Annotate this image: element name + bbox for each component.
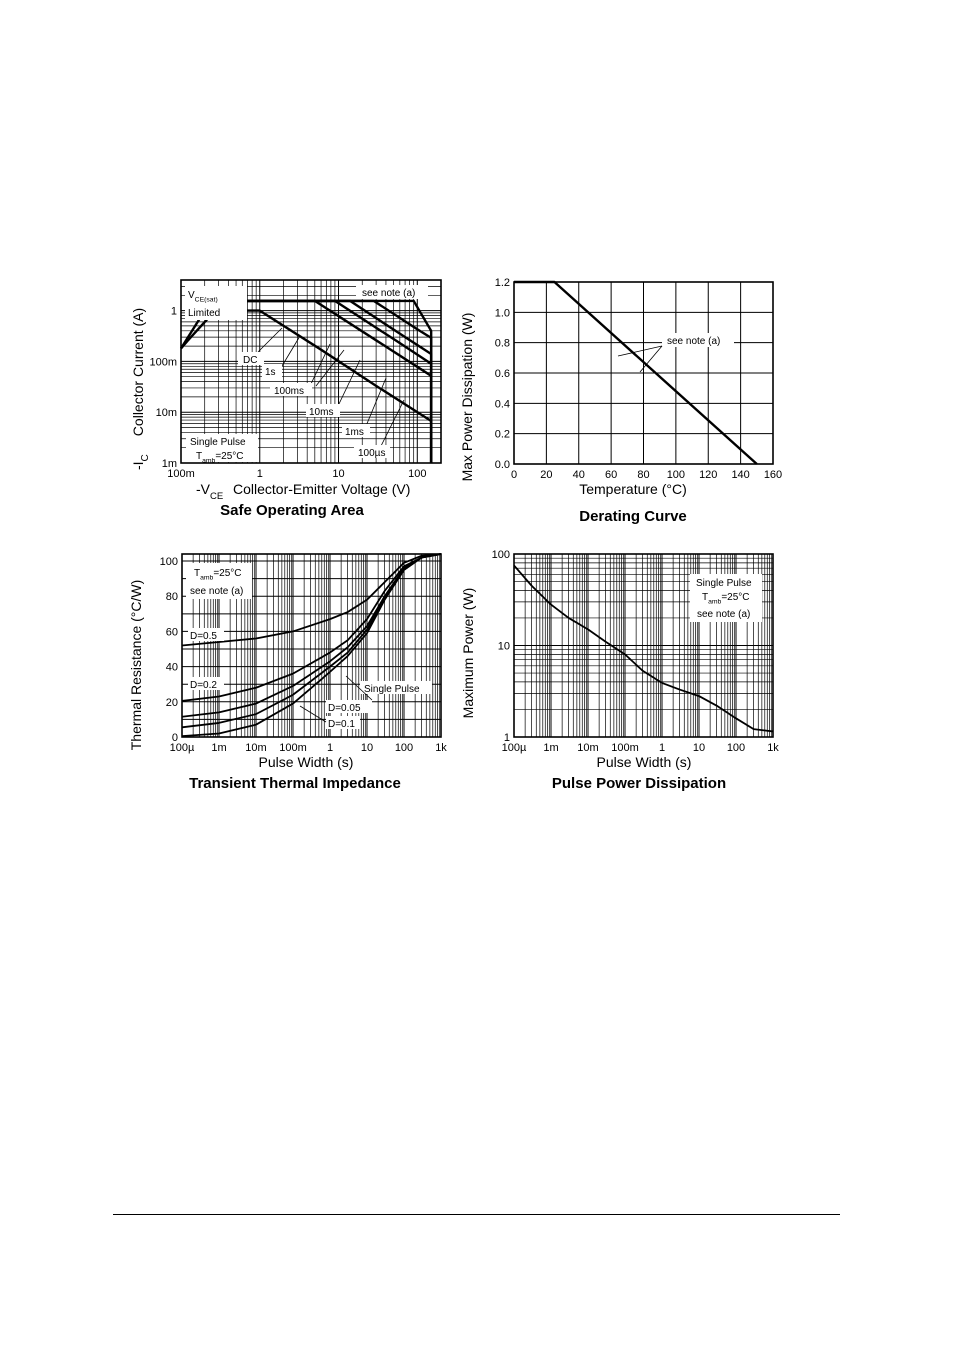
y-tick-label: 40 [165, 661, 178, 674]
x-tick-label: 10 [692, 742, 706, 754]
x-tick-label: 0 [510, 469, 518, 481]
x-tick-label: 100 [394, 742, 414, 754]
x-tick-label: 160 [763, 469, 783, 481]
label-d01: D=0.1 [328, 719, 355, 730]
y-tick-label: 10 [497, 640, 510, 653]
label-1s: 1s [265, 367, 276, 378]
x-tick-label: 1m [543, 742, 559, 754]
y-tick-label: 0.0 [494, 459, 510, 471]
x-tick-label: 100m [611, 742, 639, 754]
leader-a [618, 346, 662, 356]
x-axis-label: Temperature (°C) [579, 481, 687, 497]
label-d02: D=0.2 [190, 680, 217, 691]
x-tick-label: 10 [360, 742, 374, 754]
tamb-label-rest: =25°C [213, 568, 242, 579]
x-tick-label: 10 [332, 468, 345, 480]
tamb-label-sub: amb [708, 598, 722, 606]
y-tick-label: 0.8 [494, 337, 510, 350]
x-tick-label: 1 [658, 742, 666, 754]
x-tick-label: 120 [699, 469, 718, 481]
y-prefix-sub: C [140, 454, 151, 462]
x-axis-label-prefix-sub: CE [210, 490, 224, 502]
chart-title: Derating Curve [579, 508, 687, 525]
y-tick-label: 0 [171, 732, 178, 744]
tamb-label-rest: =25°C [721, 592, 750, 603]
single-pulse-label: Single Pulse [190, 437, 246, 448]
y-axis-label-prefix [130, 454, 151, 470]
x-tick-label: 40 [572, 469, 585, 481]
y-axis-label: Maximum Power (W) [460, 587, 476, 719]
x-tick-label: 10m [577, 742, 599, 754]
y-tick-label: 100 [159, 556, 178, 569]
x-tick-label: 1 [256, 468, 263, 480]
note-label: see note (a) [697, 609, 751, 620]
label-single-pulse: Single Pulse [364, 684, 420, 695]
label-100us: 100µs [358, 448, 386, 459]
x-tick-label: 100µ [169, 742, 195, 754]
y-tick-label: 0.2 [494, 428, 510, 441]
x-tick-label: 100m [167, 468, 195, 480]
tamb-label-sub: amb [202, 457, 216, 465]
label-dc: DC [243, 355, 258, 366]
derating-curve-chart [459, 277, 782, 525]
vcesat-label-main: V [188, 290, 195, 301]
x-tick-label: 100m [279, 742, 307, 754]
single-pulse-label: Single Pulse [696, 578, 752, 589]
vcesat-label-sub: CE(sat) [194, 296, 218, 304]
x-tick-label: 10m [245, 742, 267, 754]
x-axis-label: Pulse Width (s) [596, 754, 692, 770]
x-tick-label: 20 [540, 469, 553, 481]
label-10ms: 10ms [309, 407, 334, 418]
y-axis-label: Max Power Dissipation (W) [459, 312, 475, 482]
y-tick-label: 0.4 [494, 398, 510, 411]
x-tick-label: 80 [637, 469, 650, 481]
label-100ms: 100ms [274, 386, 305, 397]
y-axis-label: Collector Current (A) [130, 307, 146, 437]
chart-title: Pulse Power Dissipation [551, 775, 727, 792]
note-label: see note (a) [667, 336, 721, 347]
x-tick-label: 1m [211, 742, 227, 754]
x-tick-label: 140 [731, 469, 750, 481]
y-tick-label: 10m [155, 407, 177, 420]
y-tick-label: 20 [165, 696, 178, 709]
y-tick-label: 100m [149, 356, 177, 369]
x-axis-label: Collector-Emitter Voltage (V) [233, 481, 411, 497]
transient-thermal-impedance-chart [128, 554, 447, 792]
x-tick-label: 100µ [501, 742, 527, 754]
y-tick-label: 1.0 [494, 307, 510, 320]
x-axis-label-prefix [196, 481, 223, 502]
tamb-label-main: T [196, 451, 203, 462]
y-tick-label: 100 [491, 549, 510, 561]
y-tick-label: 1 [170, 305, 177, 318]
chart-title: Transient Thermal Impedance [189, 775, 401, 792]
x-tick-label: 1 [326, 742, 334, 754]
x-tick-label: 100 [666, 469, 686, 481]
tamb-label-main: T [194, 568, 201, 579]
x-axis-label: Pulse Width (s) [258, 754, 354, 770]
x-tick-label: 1k [435, 742, 447, 754]
y-tick-label: 0.6 [494, 368, 510, 380]
x-axis-label-prefix-main: -V [196, 481, 210, 497]
y-tick-label: 60 [165, 626, 178, 639]
note-label: see note (a) [362, 288, 416, 299]
y-tick-label: 1 [503, 732, 510, 744]
leader-100us [380, 400, 404, 448]
tamb-label-rest: =25°C [215, 451, 244, 462]
label-d005: D=0.05 [328, 703, 361, 714]
x-tick-label: 100 [408, 468, 427, 480]
x-tick-label: 60 [605, 469, 618, 481]
safe-operating-area-chart [130, 280, 441, 519]
leader-dc [258, 328, 282, 352]
y-tick-label: 1.2 [494, 277, 510, 289]
tamb-label-sub: amb [200, 574, 214, 582]
limited-label: Limited [188, 308, 221, 319]
chart-title: Safe Operating Area [220, 502, 364, 519]
y-tick-label: 80 [165, 591, 178, 604]
x-tick-label: 100 [726, 742, 746, 754]
label-1ms: 1ms [345, 427, 364, 438]
tamb-label-main: T [702, 592, 709, 603]
x-tick-label: 1k [767, 742, 779, 754]
label-d05: D=0.5 [190, 631, 217, 642]
y-axis-label: Thermal Resistance (°C/W) [128, 579, 144, 751]
note-label: see note (a) [190, 586, 244, 597]
pulse-power-dissipation-chart [460, 549, 779, 792]
y-prefix-main: -I [130, 461, 146, 470]
y-tick-label: 1m [161, 458, 177, 470]
